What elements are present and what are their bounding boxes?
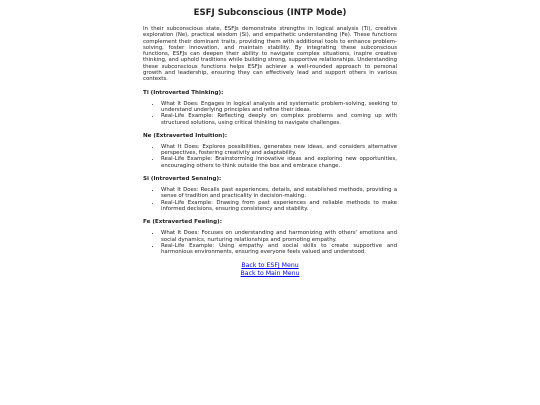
back-to-main-menu-link[interactable]: Back to Main Menu <box>240 270 300 278</box>
list-item-real-life-example: • Real-Life Example: Using empathy and social skills to create supportive and harmonious environments, ensuring everyone feels valued and understood. <box>161 243 397 256</box>
list-item-what-it-does: • What It Does: Engages in logical analysis and systematic problem-solving, seeking to understand underlying principles and refine their ideas. <box>161 101 397 114</box>
section-list-fe <box>143 230 397 255</box>
section-list-si <box>143 187 397 212</box>
section-heading-ne: Ne (Extraverted Intuition): <box>143 132 228 139</box>
list-item-what-it-does: • What It Does: Explores possibilities, generates new ideas, and considers alternative perspectives, fostering creativity and adaptability. <box>161 144 397 157</box>
section-heading-si: Si (Introverted Sensing): <box>143 176 222 183</box>
section-list-ne <box>143 144 397 169</box>
main-content <box>143 8 397 278</box>
section-list-ti <box>143 101 397 126</box>
list-item-what-it-does: • What It Does: Focuses on understanding and harmonizing with others' emotions and social dynamics, nurturing relationships and promoting empathy. <box>161 230 397 243</box>
list-item-real-life-example: • Real-Life Example: Drawing from past experiences and reliable methods to make informed decisions, ensuring consistency and stability. <box>161 200 397 213</box>
list-item-what-it-does: • What It Does: Recalls past experiences, details, and established methods, providing a sense of tradition and practicality in decision-making. <box>161 187 397 200</box>
back-to-esfj-menu-link[interactable]: Back to ESFJ Menu <box>241 262 299 270</box>
section-heading-fe: Fe (Extraverted Feeling): <box>143 219 222 226</box>
list-item-real-life-example: • Real-Life Example: Brainstorming innovative ideas and exploring new opportunities, encouraging others to think outside the box and embrace change. <box>161 156 397 169</box>
page-title: ESFJ Subconscious (INTP Mode) <box>193 8 347 18</box>
navigation-links <box>143 262 397 278</box>
list-item-real-life-example: • Real-Life Example: Reflecting deeply on complex problems and coming up with structured solutions, using critical thinking to navigate challenges. <box>161 113 397 126</box>
intro-paragraph: In their subconscious state, ESFJs demonstrate strengths in logical analysis (Ti), creative exploration (Ne), practical wisdom (Si), and empathetic understanding (Fe). These functions complement their dominant traits, providing them with additional tools to enhance problem-solving, foster innovation, and maintain stability. By integrating these subconscious functions, ESFJs can deepen their ability to navigate complex situations, inspire creative thinking, and uphold traditions while building strong, supportive relationships. Understanding these subconscious functions helps ESFJs achieve a well-rounded approach to personal growth and leadership, ensuring they can effectively lead and support others in various contexts. <box>143 26 397 83</box>
section-heading-ti: Ti (Introverted Thinking): <box>143 89 224 96</box>
